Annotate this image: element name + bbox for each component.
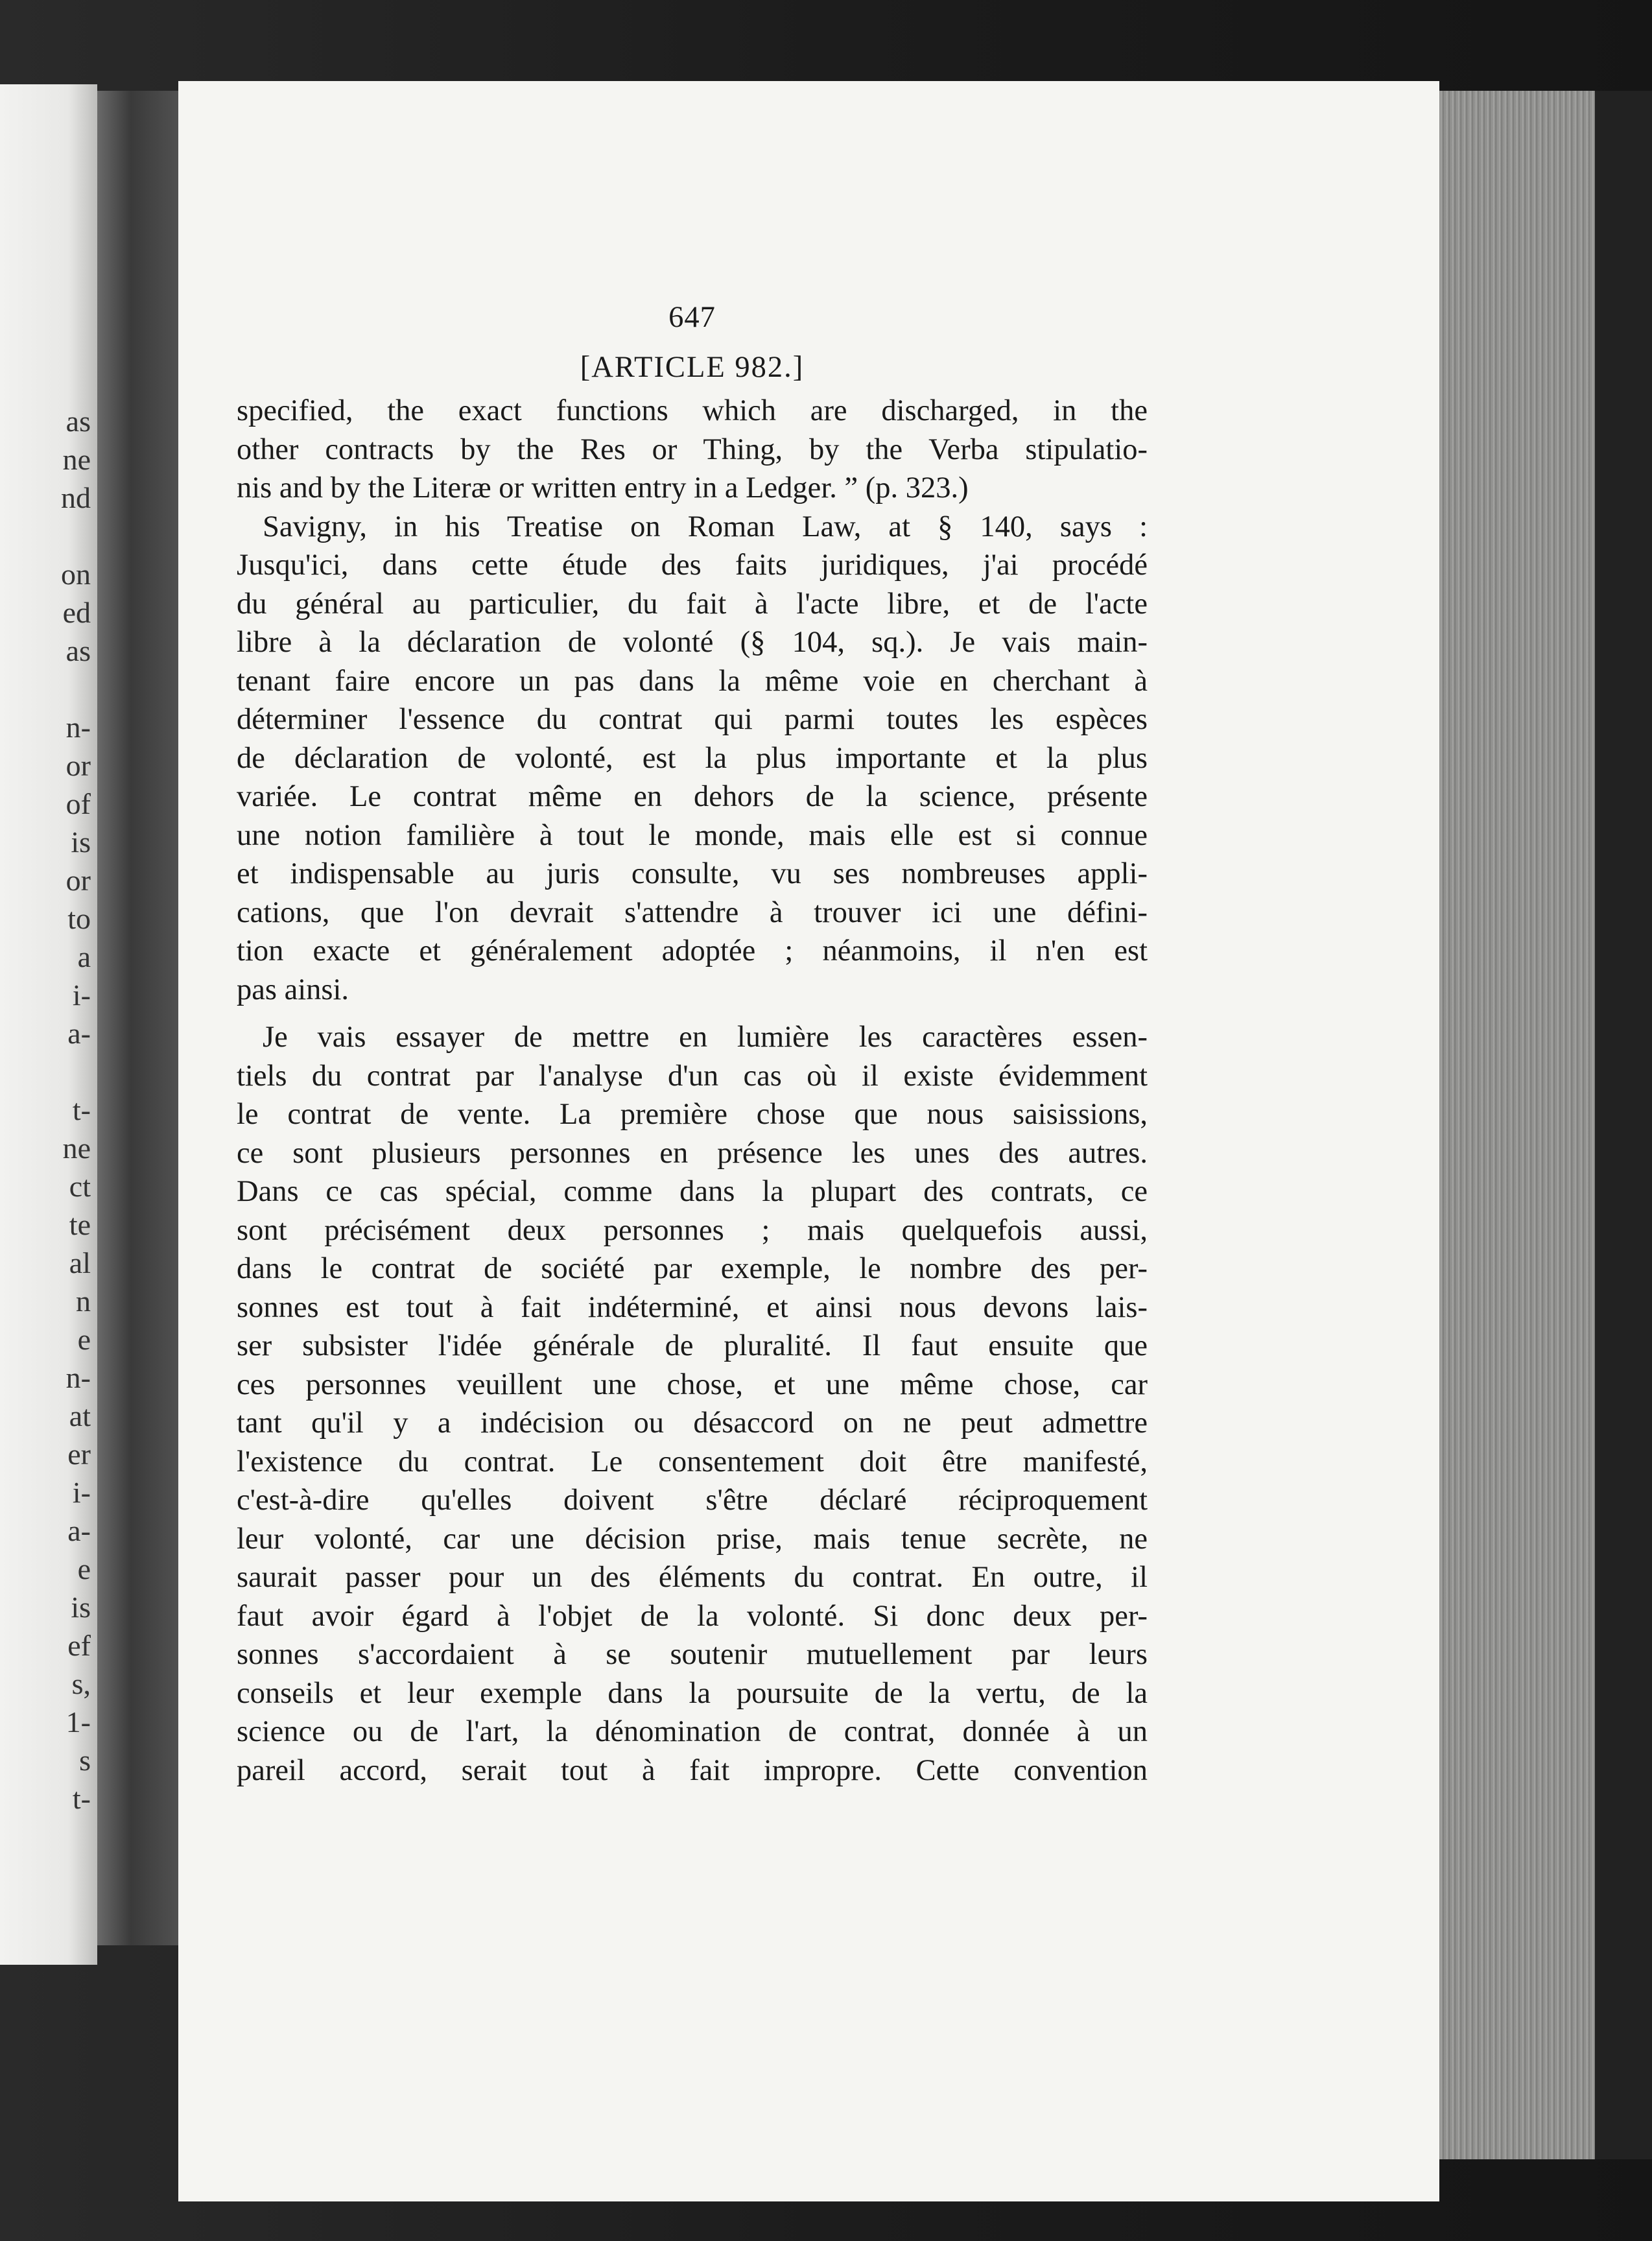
left-page-text-fragments xyxy=(0,402,91,1818)
text-line: déterminer l'essence du contrat qui parmi toutes les espèces xyxy=(237,703,1148,736)
paragraph-block-2 xyxy=(237,1018,1148,1790)
text-line: faut avoir égard à l'objet de la volonté. Si donc deux per- xyxy=(237,1599,1148,1633)
text-line: ce sont plusieurs personnes en présence les unes des autres. xyxy=(237,1136,1148,1170)
left-margin-fragment: as xyxy=(65,634,91,667)
paragraph-gap xyxy=(237,1009,1148,1018)
left-margin-fragment: nd xyxy=(61,481,91,514)
text-line: du général au particulier, du fait à l'acte libre, et de l'acte xyxy=(237,587,1148,621)
left-margin-fragment: t- xyxy=(72,1093,91,1126)
text-line: ser subsister l'idée générale de pluralité. Il faut ensuite que xyxy=(237,1329,1148,1362)
text-line: l'existence du contrat. Le consentement doit être manifesté, xyxy=(237,1445,1148,1478)
left-margin-fragment: te xyxy=(69,1208,91,1241)
left-margin-fragment: at xyxy=(69,1399,91,1432)
left-margin-fragment: t- xyxy=(72,1782,91,1815)
text-line: pas ainsi. xyxy=(237,973,349,1006)
left-margin-fragment: s, xyxy=(71,1667,91,1700)
left-margin-fragment: a- xyxy=(67,1514,91,1547)
left-margin-fragment: is xyxy=(71,825,91,859)
text-line: le contrat de vente. La première chose que nous saisissions, xyxy=(237,1098,1148,1131)
left-margin-fragment: or xyxy=(65,749,91,782)
text-line: dans le contrat de société par exemple, le nombre des per- xyxy=(237,1252,1148,1285)
text-line: tant qu'il y a indécision ou désaccord on ne peut admettre xyxy=(237,1406,1148,1440)
paragraph-block-1 xyxy=(237,392,1148,1009)
text-line: cations, que l'on devrait s'attendre à trouver ici une défini- xyxy=(237,895,1148,929)
left-margin-fragment xyxy=(0,670,91,708)
left-margin-fragment: n xyxy=(76,1285,91,1318)
text-line: tiels du contrat par l'analyse d'un cas où il existe évidemment xyxy=(237,1059,1148,1093)
text-line: Je vais essayer de mettre en lumière les caractères essen- xyxy=(263,1021,1148,1054)
text-line: science ou de l'art, la dénomination de contrat, donnée à un xyxy=(237,1715,1148,1748)
page-text-block xyxy=(237,298,1148,1790)
text-line: et indispensable au juris consulte, vu ses nombreuses appli- xyxy=(237,857,1148,890)
page-number: 647 xyxy=(668,301,716,334)
left-margin-fragment: 1- xyxy=(65,1705,91,1738)
text-line: Savigny, in his Treatise on Roman Law, at § 140, says : xyxy=(263,510,1148,543)
text-line: other contracts by the Res or Thing, by the Verba stipulatio- xyxy=(237,433,1148,466)
left-margin-fragment: on xyxy=(61,558,91,591)
left-margin-fragment: to xyxy=(67,902,91,935)
left-margin-fragment: ne xyxy=(62,1132,91,1165)
text-line: une notion familière à tout le monde, mais elle est si connue xyxy=(237,818,1148,852)
text-line: tion exacte et généralement adoptée ; néanmoins, il n'en est xyxy=(237,934,1148,967)
text-line: Jusqu'ici, dans cette étude des faits juridiques, j'ai procédé xyxy=(237,549,1148,582)
left-margin-fragment: ef xyxy=(67,1629,91,1662)
left-margin-fragment: ed xyxy=(62,596,91,629)
left-margin-fragment: er xyxy=(67,1438,91,1471)
left-margin-fragment: i- xyxy=(72,978,91,1012)
text-line: leur volonté, car une décision prise, mais tenue secrète, ne xyxy=(237,1522,1148,1556)
text-line: sonnes est tout à fait indéterminé, et ainsi nous devons lais- xyxy=(237,1290,1148,1324)
left-margin-fragment: e xyxy=(77,1323,91,1356)
text-line: libre à la déclaration de volonté (§ 104, sq.). Je vais main- xyxy=(237,626,1148,659)
text-line: sont précisément deux personnes ; mais quelquefois aussi, xyxy=(237,1213,1148,1247)
left-margin-fragment: n- xyxy=(65,711,91,744)
article-header: [ARTICLE 982.] xyxy=(580,351,805,384)
left-margin-fragment: of xyxy=(65,787,91,820)
book-gutter xyxy=(97,91,182,1945)
left-margin-fragment: a xyxy=(77,940,91,973)
text-line: specified, the exact functions which are discharged, in the xyxy=(237,394,1148,427)
left-margin-fragment xyxy=(0,517,91,555)
text-line: c'est-à-dire qu'elles doivent s'être déclaré réciproquement xyxy=(237,1484,1148,1517)
page-stack-edge xyxy=(1439,91,1595,2159)
text-line: nis and by the Literæ or written entry in a Ledger. ” (p. 323.) xyxy=(237,471,969,504)
left-margin-fragment: or xyxy=(65,864,91,897)
left-margin-fragment: a- xyxy=(67,1017,91,1050)
left-margin-fragment: i- xyxy=(72,1476,91,1509)
text-line: de déclaration de volonté, est la plus importante et la plus xyxy=(237,741,1148,775)
left-margin-fragment: al xyxy=(69,1246,91,1279)
text-line: tenant faire encore un pas dans la même voie en cherchant à xyxy=(237,664,1148,698)
left-margin-fragment: n- xyxy=(65,1361,91,1394)
left-margin-fragment: is xyxy=(71,1591,91,1624)
text-line: ces personnes veuillent une chose, et une même chose, car xyxy=(237,1368,1148,1401)
text-line: conseils et leur exemple dans la poursuite de la vertu, de la xyxy=(237,1676,1148,1710)
left-margin-fragment xyxy=(0,1052,91,1091)
text-line: saurait passer pour un des éléments du contrat. En outre, il xyxy=(237,1561,1148,1594)
edge-shadow xyxy=(1595,91,1652,2159)
text-line: Dans ce cas spécial, comme dans la plupart des contrats, ce xyxy=(237,1175,1148,1208)
left-margin-fragment: s xyxy=(79,1744,91,1777)
text-line: pareil accord, serait tout à fait impropre. Cette convention xyxy=(237,1753,1148,1787)
text-line: variée. Le contrat même en dehors de la science, présente xyxy=(237,780,1148,813)
text-line: sonnes s'accordaient à se soutenir mutuellement par leurs xyxy=(237,1638,1148,1671)
left-margin-fragment: as xyxy=(65,405,91,438)
left-margin-fragment: e xyxy=(77,1552,91,1585)
left-margin-fragment: ct xyxy=(69,1170,91,1203)
left-margin-fragment: ne xyxy=(62,443,91,476)
